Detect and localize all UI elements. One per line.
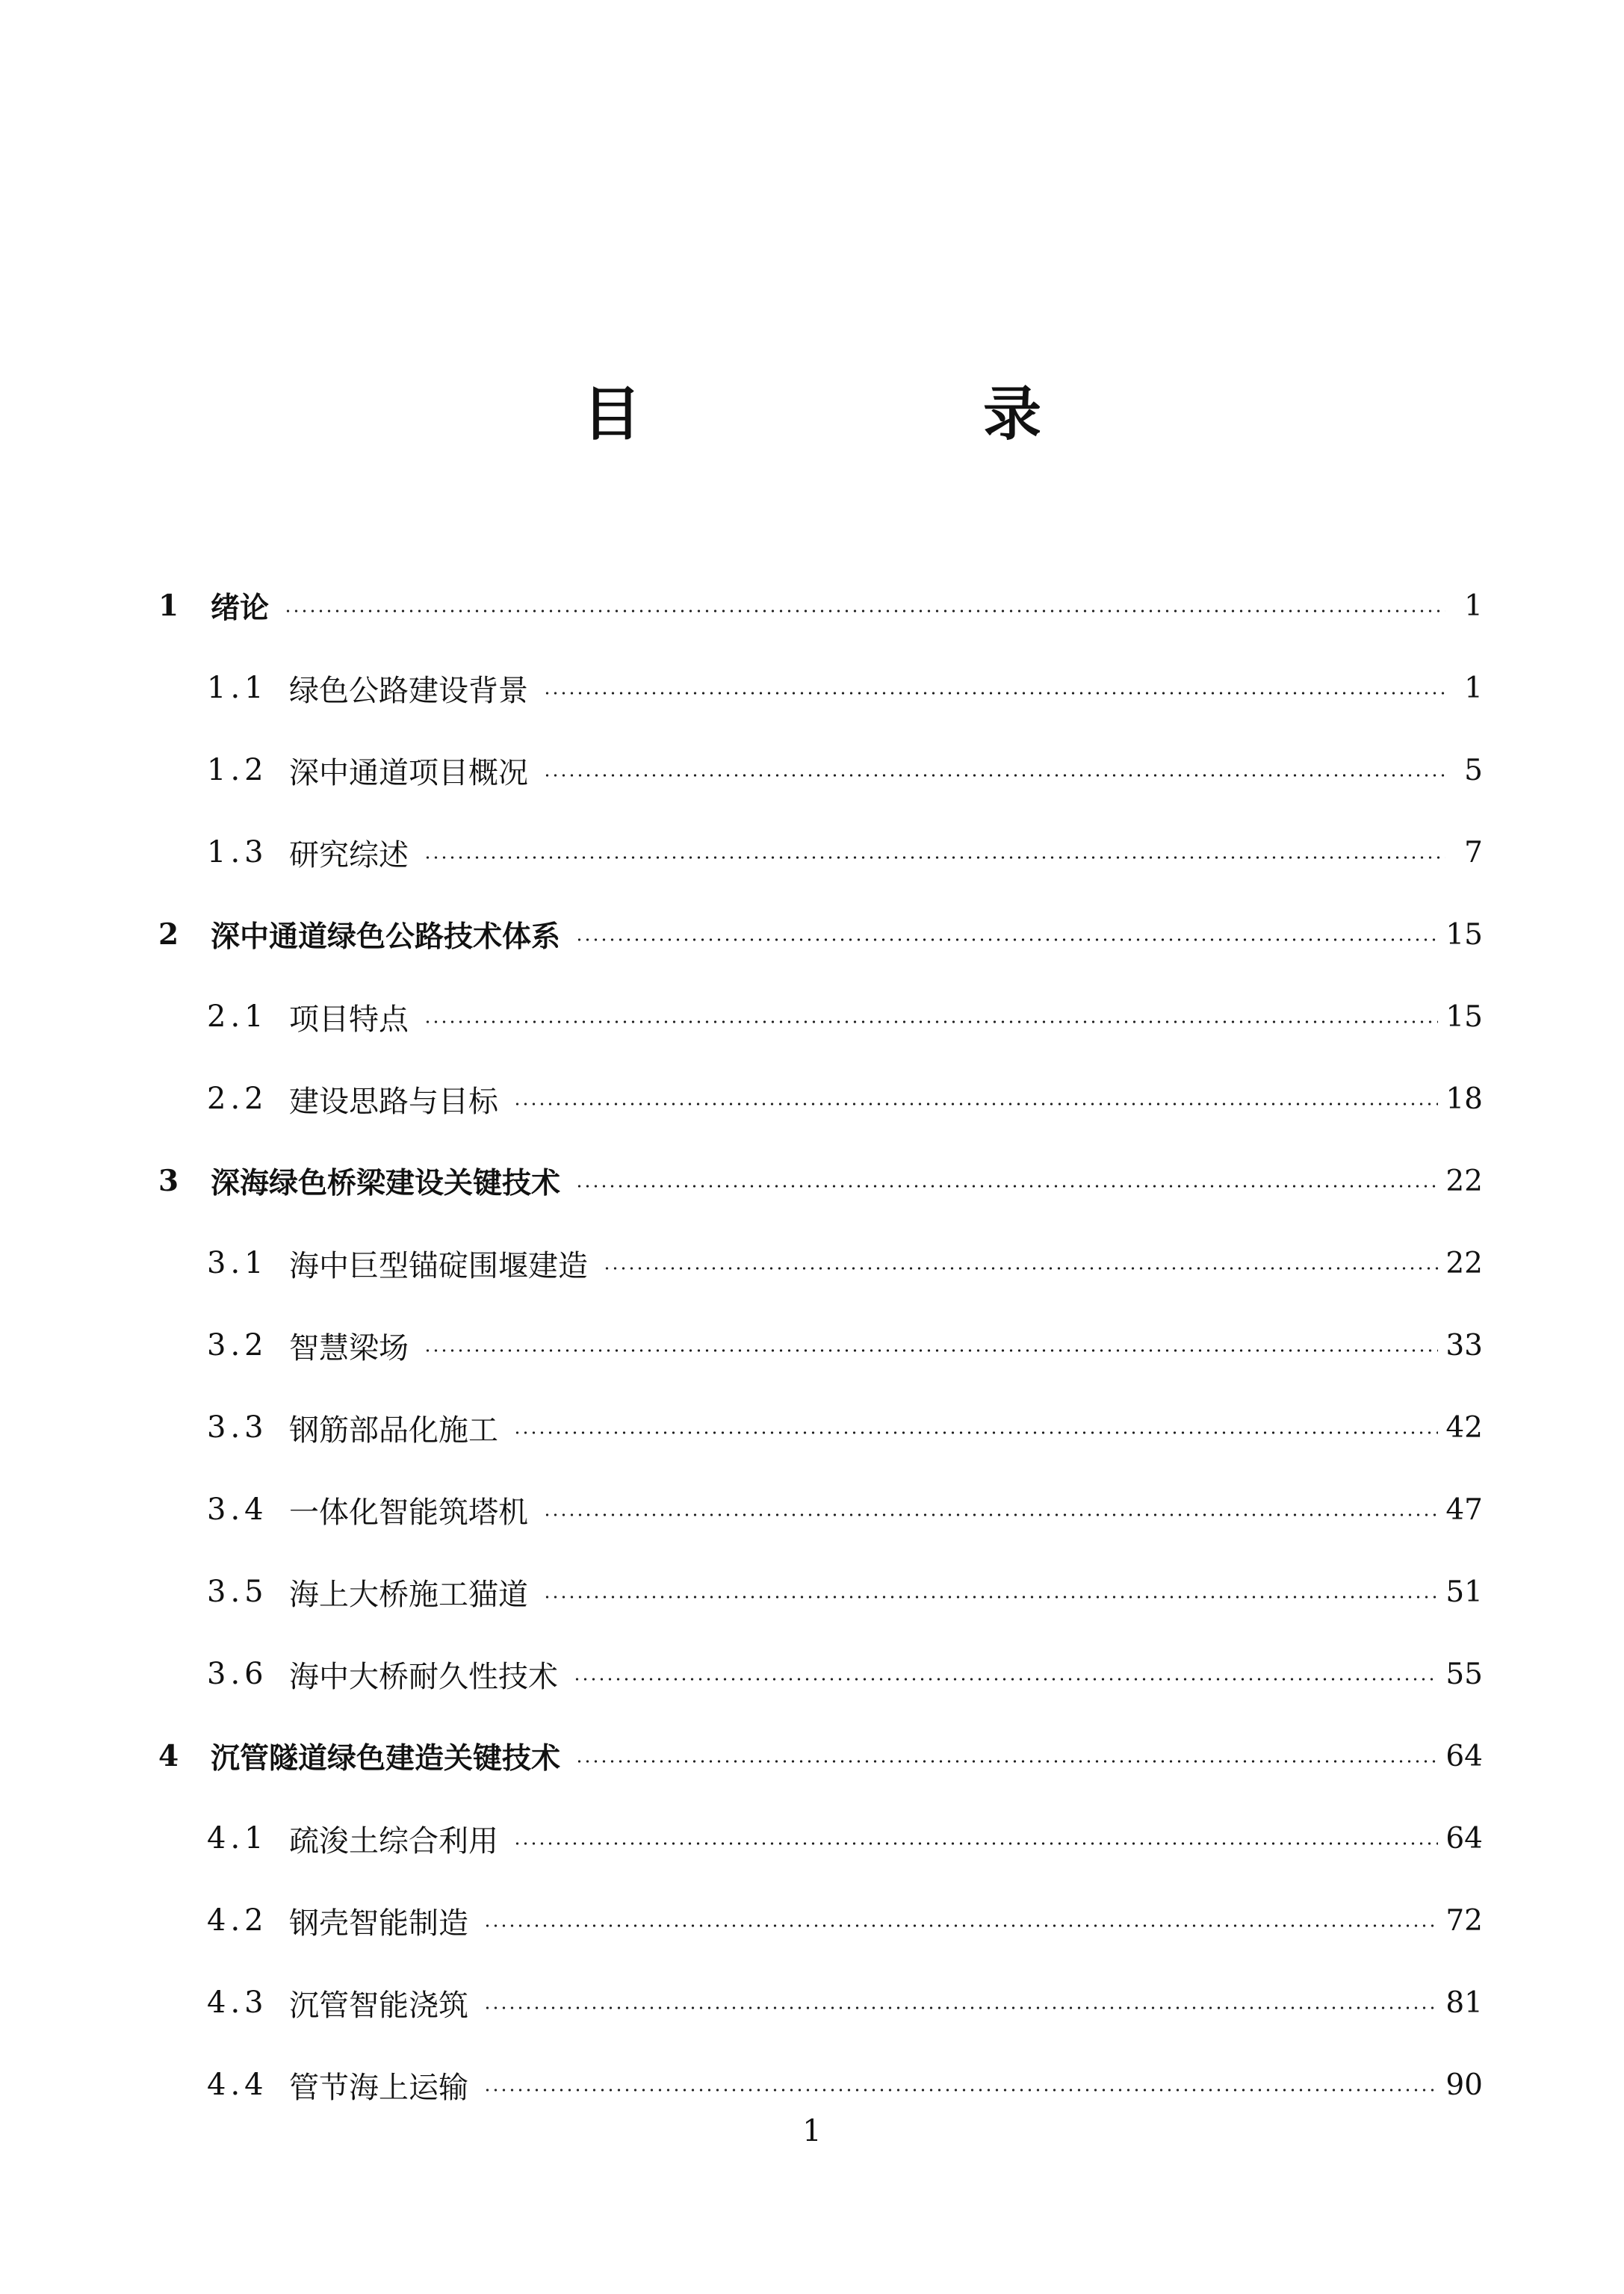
dot-leader — [424, 856, 1445, 859]
toc-section-entry[interactable] — [158, 811, 1483, 893]
toc-entry-number: 3 — [158, 1164, 179, 1198]
dot-leader — [543, 1596, 1438, 1599]
toc-entry-number: 4 — [158, 1739, 179, 1773]
toc-entry-number: 3.5 — [207, 1575, 268, 1609]
toc-entry-label: 一体化智能筑塔机 — [289, 1495, 528, 1530]
toc-entry-label: 研究综述 — [289, 837, 409, 872]
toc-entry-label: 深中通道项目概况 — [289, 755, 528, 790]
toc-entry-number: 4.2 — [207, 1903, 268, 1938]
dot-leader — [284, 610, 1445, 613]
dot-leader — [483, 1924, 1438, 1927]
toc-entry-label: 深中通道绿色公路技术体系 — [211, 920, 561, 954]
toc-entry-number: 3.3 — [207, 1410, 268, 1445]
toc-entry-number: 4.4 — [207, 2068, 268, 2102]
toc-entry-page: 1 — [1464, 671, 1483, 705]
dot-leader — [575, 1760, 1438, 1763]
table-of-contents — [158, 565, 1483, 2126]
toc-entry-number: 1.3 — [207, 835, 268, 869]
toc-entry-page: 1 — [1464, 589, 1483, 623]
toc-entry-number: 1 — [158, 589, 179, 623]
toc-chapter-entry[interactable] — [158, 1715, 1483, 1797]
toc-entry-page: 64 — [1445, 1739, 1483, 1773]
toc-entry-page: 7 — [1464, 835, 1483, 869]
toc-section-entry[interactable] — [158, 976, 1483, 1058]
toc-section-entry[interactable] — [158, 1304, 1483, 1386]
toc-entry-page: 81 — [1445, 1985, 1483, 2020]
toc-entry-page: 15 — [1445, 999, 1483, 1034]
toc-section-entry[interactable] — [158, 647, 1483, 729]
toc-section-entry[interactable] — [158, 1551, 1483, 1633]
toc-entry-page: 64 — [1445, 1821, 1483, 1856]
toc-chapter-entry[interactable] — [158, 1140, 1483, 1222]
toc-entry-page: 51 — [1445, 1575, 1483, 1609]
dot-leader — [483, 2089, 1438, 2092]
toc-entry-label: 智慧梁场 — [289, 1330, 409, 1365]
toc-entry-number: 1.1 — [207, 671, 268, 705]
toc-section-entry[interactable] — [158, 1469, 1483, 1551]
dot-leader — [424, 1349, 1438, 1352]
dot-leader — [543, 774, 1445, 777]
toc-entry-number: 3.4 — [207, 1492, 268, 1527]
dot-leader — [543, 692, 1445, 695]
toc-entry-page: 90 — [1445, 2068, 1483, 2102]
toc-entry-number: 1.2 — [207, 753, 268, 787]
toc-entry-page: 15 — [1445, 917, 1483, 952]
toc-entry-page: 22 — [1445, 1164, 1483, 1198]
toc-entry-label: 项目特点 — [289, 1002, 409, 1037]
toc-entry-label: 海中巨型锚碇围堰建造 — [289, 1248, 588, 1283]
toc-entry-page: 55 — [1445, 1657, 1483, 1691]
toc-entry-label: 海中大桥耐久性技术 — [289, 1659, 558, 1694]
page-title: 目 录 — [582, 381, 1183, 448]
toc-section-entry[interactable] — [158, 729, 1483, 811]
toc-chapter-entry[interactable] — [158, 893, 1483, 976]
dot-leader — [543, 1513, 1438, 1516]
toc-entry-number: 2 — [158, 917, 179, 952]
toc-section-entry[interactable] — [158, 1633, 1483, 1715]
dot-leader — [513, 1431, 1438, 1434]
toc-entry-page: 47 — [1445, 1492, 1483, 1527]
dot-leader — [513, 1103, 1438, 1106]
toc-section-entry[interactable] — [158, 1879, 1483, 1962]
dot-leader — [603, 1267, 1438, 1270]
toc-entry-label: 深海绿色桥梁建设关键技术 — [211, 1167, 561, 1200]
toc-entry-number: 3.2 — [207, 1328, 268, 1363]
toc-section-entry[interactable] — [158, 1962, 1483, 2044]
toc-entry-label: 绪论 — [211, 592, 270, 625]
toc-section-entry[interactable] — [158, 1058, 1483, 1140]
dot-leader — [424, 1020, 1438, 1023]
toc-entry-page: 33 — [1445, 1328, 1483, 1363]
dot-leader — [483, 2006, 1438, 2009]
toc-section-entry[interactable] — [158, 1386, 1483, 1469]
toc-entry-label: 疏浚土综合利用 — [289, 1823, 498, 1859]
toc-entry-number: 4.1 — [207, 1821, 268, 1856]
dot-leader — [575, 1185, 1438, 1188]
toc-entry-label: 建设思路与目标 — [289, 1084, 498, 1119]
footer-page-number: 1 — [802, 2114, 822, 2148]
toc-entry-number: 4.3 — [207, 1985, 268, 2020]
toc-entry-page: 5 — [1464, 753, 1483, 787]
toc-chapter-entry[interactable] — [158, 565, 1483, 647]
toc-entry-label: 管节海上运输 — [289, 2070, 468, 2105]
toc-section-entry[interactable] — [158, 1222, 1483, 1304]
toc-entry-label: 绿色公路建设背景 — [289, 673, 528, 708]
dot-leader — [573, 1678, 1438, 1681]
dot-leader — [575, 938, 1438, 941]
toc-entry-page: 22 — [1445, 1246, 1483, 1280]
toc-entry-page: 72 — [1445, 1903, 1483, 1938]
toc-entry-number: 2.1 — [207, 999, 268, 1034]
toc-section-entry[interactable] — [158, 1797, 1483, 1879]
toc-entry-page: 18 — [1445, 1082, 1483, 1116]
toc-entry-label: 海上大桥施工猫道 — [289, 1577, 528, 1612]
toc-entry-label: 钢壳智能制造 — [289, 1906, 468, 1941]
toc-entry-number: 3.6 — [207, 1657, 268, 1691]
toc-entry-label: 钢筋部品化施工 — [289, 1413, 498, 1448]
toc-entry-number: 3.1 — [207, 1246, 268, 1280]
toc-entry-label: 沉管智能浇筑 — [289, 1988, 468, 2023]
dot-leader — [513, 1842, 1438, 1845]
toc-entry-number: 2.2 — [207, 1082, 268, 1116]
toc-entry-label: 沉管隧道绿色建造关键技术 — [211, 1742, 561, 1776]
toc-entry-page: 42 — [1445, 1410, 1483, 1445]
